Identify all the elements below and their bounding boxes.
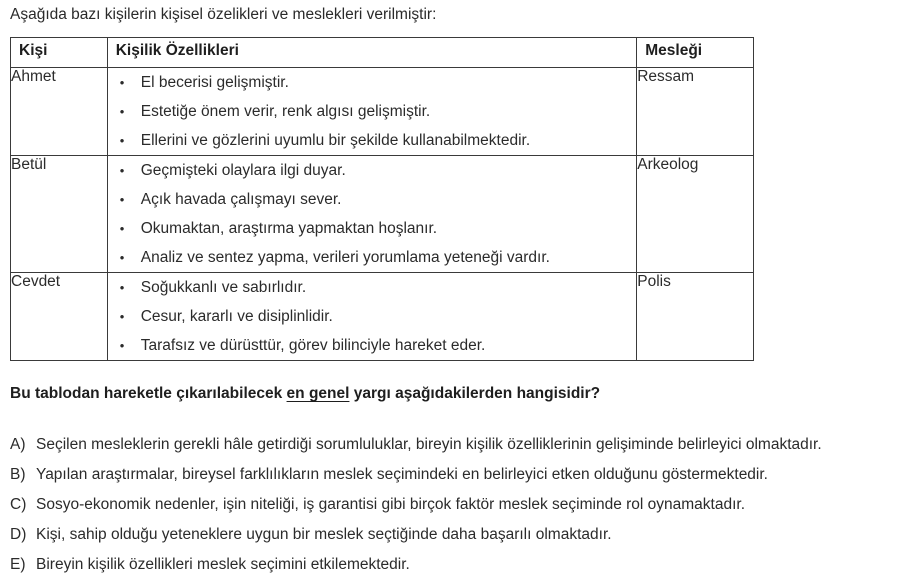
traits-cell	[107, 156, 637, 273]
header-job: Mesleği	[637, 38, 754, 68]
personality-table	[10, 37, 754, 361]
trait-item: • El becerisi gelişmiştir.	[108, 68, 637, 97]
traits-cell	[107, 68, 637, 156]
table-header-row	[11, 38, 754, 68]
trait-item: • Okumaktan, araştırma yapmaktan hoşlanır.	[108, 214, 637, 243]
option-letter: C)	[10, 496, 27, 513]
traits-cell	[107, 273, 637, 361]
answer-options	[10, 436, 822, 586]
option-text: Yapılan araştırmalar, bireysel farklılıkların meslek seçimindeki en belirleyici etken olduğunu göstermektedir.	[36, 466, 768, 483]
header-traits: Kişilik Özellikleri	[107, 38, 637, 68]
option-text: Sosyo-ekonomik nedenler, işin niteliği, iş garantisi gibi birçok faktör meslek seçiminde rol oynamaktadır.	[36, 496, 746, 513]
person-name: Betül	[11, 156, 108, 273]
job-name: Polis	[637, 273, 754, 361]
option-letter: B)	[10, 466, 26, 483]
trait-item: • Estetiğe önem verir, renk algısı gelişmiştir.	[108, 97, 637, 126]
trait-item: • Tarafsız ve dürüsttür, görev bilinciyle hareket eder.	[108, 331, 637, 360]
trait-item: • Ellerini ve gözlerini uyumlu bir şekilde kullanabilmektedir.	[108, 126, 637, 155]
table-row	[11, 273, 754, 361]
answer-option-d[interactable]	[10, 526, 822, 556]
job-name: Arkeolog	[637, 156, 754, 273]
job-name: Ressam	[637, 68, 754, 156]
trait-item: • Analiz ve sentez yapma, verileri yorumlama yeteneği vardır.	[108, 243, 637, 272]
table-row	[11, 68, 754, 156]
trait-item: • Soğukkanlı ve sabırlıdır.	[108, 273, 637, 302]
trait-item: • Cesur, kararlı ve disiplinlidir.	[108, 302, 637, 331]
question-part: yargı aşağıdakilerden hangisidir?	[349, 385, 601, 402]
person-name: Ahmet	[11, 68, 108, 156]
person-name: Cevdet	[11, 273, 108, 361]
option-letter: D)	[10, 526, 27, 543]
question-text	[10, 385, 600, 403]
table-row	[11, 156, 754, 273]
answer-option-c[interactable]	[10, 496, 822, 526]
option-text: Kişi, sahip olduğu yeteneklere uygun bir meslek seçtiğinde daha başarılı olmaktadır.	[36, 526, 612, 543]
trait-item: • Geçmişteki olaylara ilgi duyar.	[108, 156, 637, 185]
answer-option-a[interactable]	[10, 436, 822, 466]
option-text: Bireyin kişilik özellikleri meslek seçimini etkilemektedir.	[36, 556, 410, 573]
answer-option-b[interactable]	[10, 466, 822, 496]
header-person: Kişi	[11, 38, 108, 68]
option-letter: A)	[10, 436, 26, 453]
option-letter: E)	[10, 556, 26, 573]
intro-text: Aşağıda bazı kişilerin kişisel özelikleri ve meslekleri verilmiştir:	[10, 6, 437, 23]
question-emphasis: en genel	[286, 385, 350, 402]
question-part: Bu tablodan hareketle çıkarılabilecek	[10, 385, 287, 402]
trait-item: • Açık havada çalışmayı sever.	[108, 185, 637, 214]
option-text: Seçilen mesleklerin gerekli hâle getirdiği sorumluluklar, bireyin kişilik özelliklerinin gelişiminde belirleyici olmaktadır.	[36, 436, 822, 453]
